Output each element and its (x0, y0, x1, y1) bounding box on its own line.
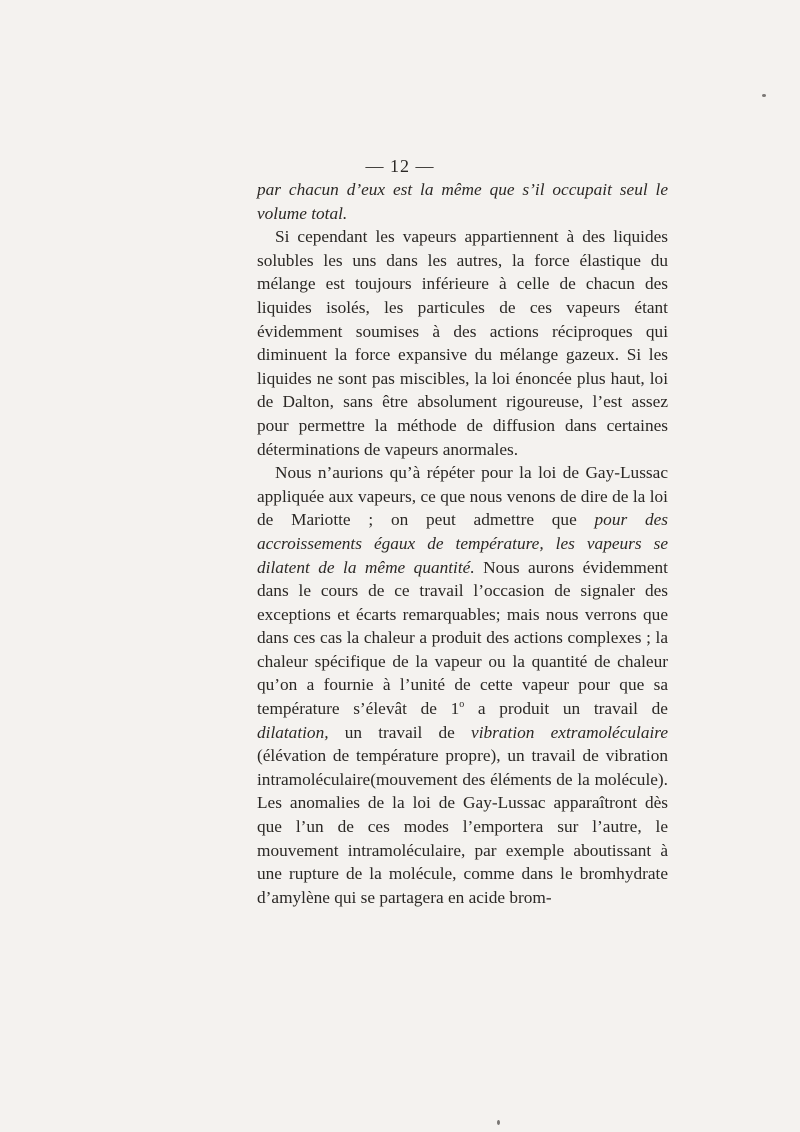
italic-text: par chacun d’eux est la même que s’il occupait seul le volume total. (257, 180, 668, 223)
paragraph (257, 225, 668, 461)
paper-speck (497, 1120, 500, 1125)
italic-text: dilatation, (257, 722, 329, 742)
paragraph (257, 461, 668, 909)
paper-speck (762, 94, 766, 97)
text-run: un travail de (328, 722, 472, 742)
page-number: — 12 — (365, 156, 435, 176)
text-run: Nous aurons évidemment dans le cours de ce travail l’occasion de signaler des exceptions et écarts remarquables; mais nous verrons que dans ces cas la chaleur a produit des actions complexes ; la chaleur spécifique de la vapeur ou la quantité de chaleur qu’on a fournie à l’unité de cette vapeur pour que sa température s’élevât de 1 (257, 557, 668, 719)
text-run: (élévation de température propre), un travail de vibration intramoléculaire(mouvement des éléments de la molécule). Les anomalies de la loi de Gay-Lussac apparaîtront dès que l’un de ces modes l’emportera sur l’autre, le mouvement intramoléculaire, par exemple aboutissant à une rupture de la molécule, comme dans le bromhydrate d’amylène qui se partagera en acide brom- (257, 746, 668, 907)
text-run: a produit un travail de (464, 699, 668, 719)
italic-text: vibration extramoléculaire (471, 722, 669, 742)
italic-text: pour des accroissements égaux de température, les vapeurs se dilatent de la même quantité. (257, 510, 668, 577)
text-run: Nous n’aurions qu’à répéter pour la loi de Gay-Lussac appliquée aux vapeurs, ce que nous venons de dire de la loi de Mariotte ; on peut admettre que (257, 463, 668, 530)
superscript-text: o (459, 699, 465, 711)
body-text (257, 178, 668, 909)
text-run: Si cependant les vapeurs appartiennent à des liquides solubles les uns dans les autres, la force élastique du mélange est toujours inférieure à celle de chacun des liquides isolés, les particules de ces vapeurs étant évidemment soumises à des actions réciproques qui diminuent la force expansive du mélange gazeux. Si les liquides ne sont pas miscibles, la loi énoncée plus haut, loi de Dalton, sans être absolument rigoureuse, l’est assez pour permettre la méthode de diffusion dans certaines déterminations de vapeurs anormales. (257, 227, 668, 459)
paragraph (257, 178, 668, 225)
